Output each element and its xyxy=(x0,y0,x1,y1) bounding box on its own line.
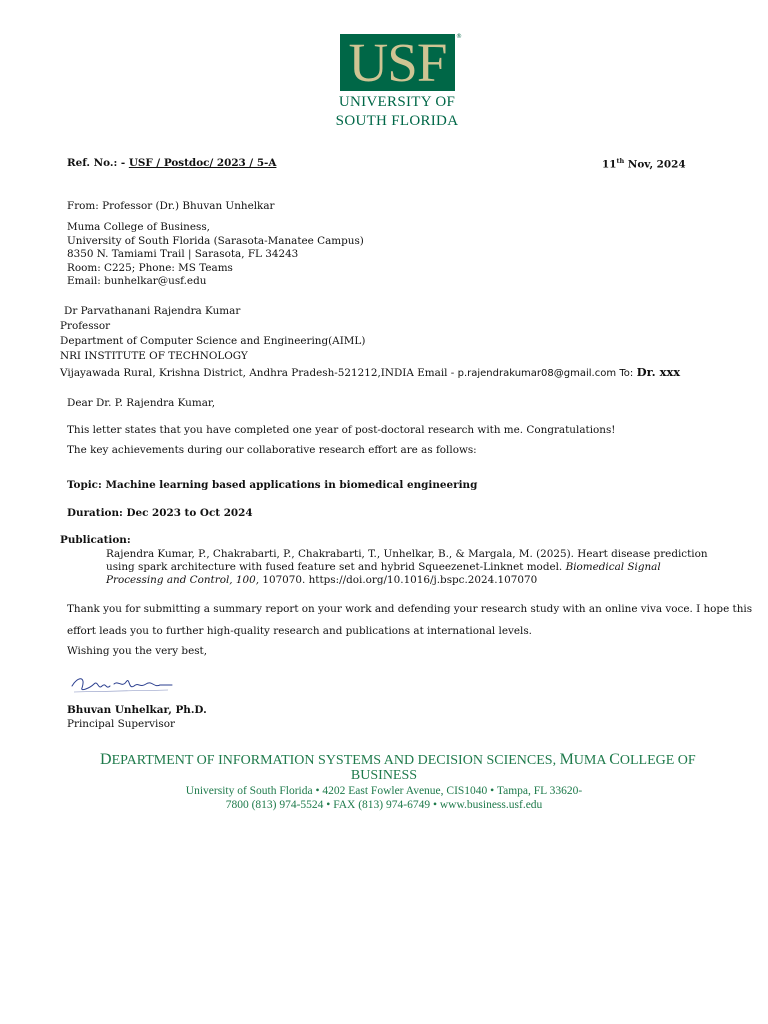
sender-line-1: Muma College of Business, xyxy=(67,221,210,233)
footer-cap-d: D xyxy=(100,751,112,768)
footer-cap-m: M xyxy=(559,751,574,768)
footer-department-line-1 xyxy=(100,751,696,769)
to-label: To: xyxy=(619,368,634,379)
handwritten-signature xyxy=(68,668,178,698)
ref-label: Ref. No.: - xyxy=(67,157,126,169)
date-day: 11 xyxy=(602,158,617,171)
footer-dept-text: EPARTMENT OF INFORMATION SYSTEMS AND DECISION SCIENCES, xyxy=(111,753,560,768)
reference-number xyxy=(67,157,276,169)
recipient-name: Dr Parvathanani Rajendra Kumar xyxy=(64,305,241,317)
signatory-role: Principal Supervisor xyxy=(67,718,175,730)
paragraph-2: The key achievements during our collaborative research effort are as follows: xyxy=(67,444,477,456)
footer-address-line-2: 7800 (813) 974-5524 • FAX (813) 974-6749 • www.business.usf.edu xyxy=(225,799,543,811)
recipient-address: Vijayawada Rural, Krishna District, Andhra Pradesh-521212,INDIA xyxy=(60,367,414,379)
sender-line-4: Room: C225; Phone: MS Teams xyxy=(67,261,233,274)
ref-value: USF / Postdoc/ 2023 / 5-A xyxy=(128,157,277,169)
publication-authors: Rajendra Kumar, P., Chakrabarti, P., Chakrabarti, T., Unhelkar, B., & Margala, M. (2025). Heart disease prediction using spark architecture with fused feature set and hybrid Squeezenet-Linknet model. xyxy=(106,548,708,574)
recipient-email-label: Email - xyxy=(417,367,455,379)
logo-initials: USF xyxy=(348,32,447,93)
date-month-year: Nov, 2024 xyxy=(627,158,686,171)
publication-label: Publication: xyxy=(60,534,131,546)
paragraph-1: This letter states that you have completed one year of post-doctoral research with me. Congratulations! xyxy=(67,424,616,436)
recipient-email: p.rajendrakumar08@gmail.com xyxy=(457,368,617,379)
footer-cap-c: C xyxy=(609,751,620,768)
footer-address-line-1: University of South Florida • 4202 East Fowler Avenue, CIS1040 • Tampa, FL 33620- xyxy=(185,785,583,797)
salutation: Dear Dr. P. Rajendra Kumar, xyxy=(67,397,216,409)
date-suffix: th xyxy=(616,157,625,165)
logo-registered-mark: ® xyxy=(456,33,462,40)
closing-paragraph-line-1: Thank you for submitting a summary report on your work and defending your research study with an online viva voce. I hope this xyxy=(67,603,753,615)
sender-line-2: University of South Florida (Sarasota-Manatee Campus) xyxy=(67,234,364,247)
publication-journal: Biomedical Signal Processing and Control, 100, xyxy=(106,561,661,587)
publication-citation xyxy=(106,548,711,588)
topic: Topic: Machine learning based applications in biomedical engineering xyxy=(67,479,478,491)
recipient-department: Department of Computer Science and Engineering(AIML) xyxy=(60,335,366,347)
recipient-title: Professor xyxy=(60,320,111,332)
sender-line-3: 8350 N. Tamiami Trail | Sarasota, FL 34243 xyxy=(67,248,299,260)
logo-line-2: SOUTH FLORIDA xyxy=(335,113,459,129)
logo-line-1: UNIVERSITY OF xyxy=(338,94,456,110)
wishes: Wishing you the very best, xyxy=(67,645,208,657)
publication-doi: 107070. https://doi.org/10.1016/j.bspc.2024.107070 xyxy=(262,574,538,587)
to-value: Dr. xxx xyxy=(636,365,681,379)
footer-department-line-2: BUSINESS xyxy=(350,768,418,783)
usf-logo xyxy=(340,34,455,91)
footer-muma-text: UMA xyxy=(573,753,610,768)
duration: Duration: Dec 2023 to Oct 2024 xyxy=(67,507,253,519)
letter-date xyxy=(602,157,686,170)
recipient-address-line xyxy=(60,365,680,379)
from-line: From: Professor (Dr.) Bhuvan Unhelkar xyxy=(67,200,275,212)
signatory-name: Bhuvan Unhelkar, Ph.D. xyxy=(67,704,207,716)
recipient-institute: NRI INSTITUTE OF TECHNOLOGY xyxy=(60,350,248,362)
footer-college-text: OLLEGE OF xyxy=(619,753,696,768)
sender-email: Email: bunhelkar@usf.edu xyxy=(67,275,207,287)
closing-paragraph-line-2: effort leads you to further high-quality research and publications at international levels. xyxy=(67,625,532,637)
